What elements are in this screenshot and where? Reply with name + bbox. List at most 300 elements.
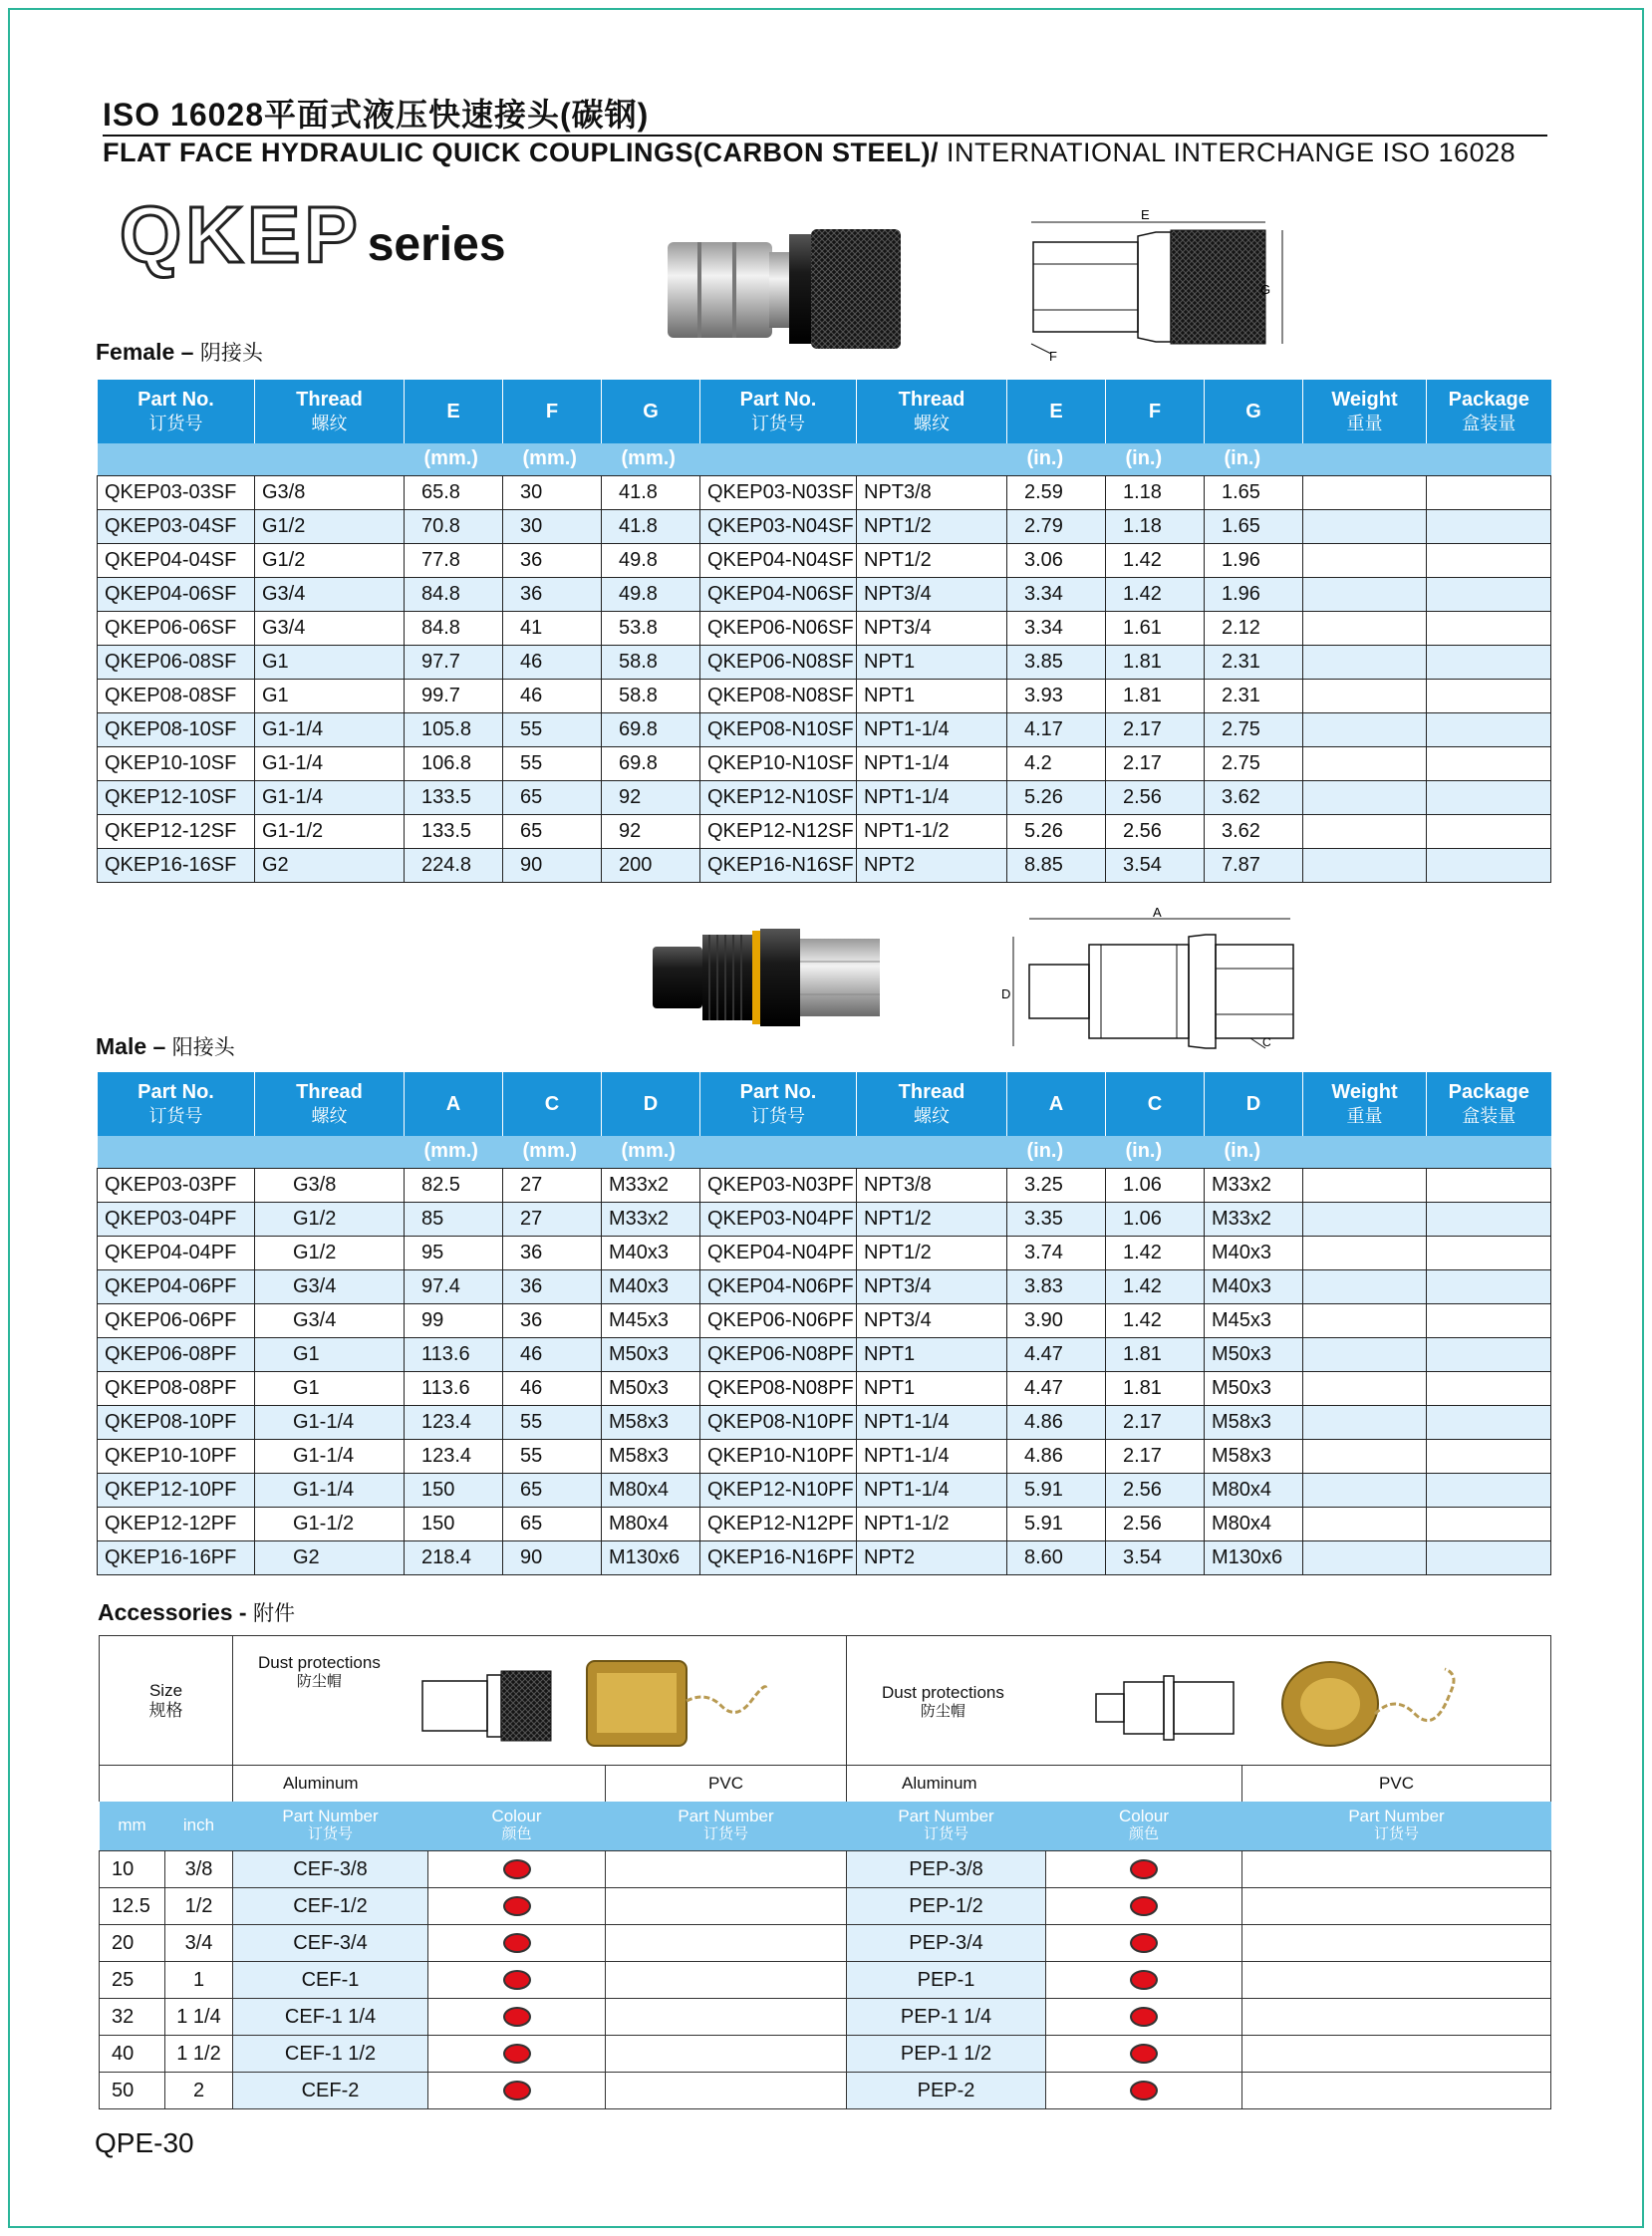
table-cell: 41.8	[602, 509, 700, 543]
table-cell: QKEP12-N12PF	[700, 1507, 857, 1540]
colour-cell-left	[428, 2073, 606, 2109]
col-header-label: Thread	[898, 389, 965, 411]
table-cell: QKEP03-N04SF	[700, 509, 857, 543]
table-cell: QKEP04-06SF	[98, 577, 255, 611]
table-cell	[1303, 1473, 1427, 1507]
table-cell: G1-1/4	[255, 780, 405, 814]
unit-cell: (mm.)	[602, 1136, 700, 1168]
table-cell: 2.31	[1205, 679, 1303, 712]
size-inch-cell: 3/8	[165, 1851, 233, 1888]
page-title-en	[103, 138, 1515, 168]
unit-cell	[857, 1136, 1007, 1168]
table-cell: 2.56	[1106, 1473, 1205, 1507]
col-header-label-cn: 螺纹	[914, 414, 950, 433]
table-cell: QKEP10-10SF	[98, 746, 255, 780]
red-colour-dot	[503, 2007, 531, 2027]
female-col-header	[405, 380, 503, 443]
table-cell: M33x2	[1205, 1168, 1303, 1202]
table-cell: G2	[255, 848, 405, 882]
table-cell: 2.79	[1007, 509, 1106, 543]
unit-cell: (mm.)	[405, 1136, 503, 1168]
table-cell: 1.06	[1106, 1168, 1205, 1202]
pvc-part-number-right	[1242, 1851, 1551, 1888]
table-row	[98, 1507, 1551, 1540]
table-cell: G2	[255, 1540, 405, 1574]
table-cell	[1303, 814, 1427, 848]
table-cell: 27	[503, 1202, 602, 1236]
table-cell: 1.81	[1106, 679, 1205, 712]
table-row	[98, 475, 1551, 509]
table-cell: 113.6	[405, 1371, 503, 1405]
female-col-header	[1205, 380, 1303, 443]
table-cell: 95	[405, 1236, 503, 1269]
female-spec-table	[97, 380, 1551, 883]
female-col-header	[857, 380, 1007, 443]
unit-cell	[1427, 1136, 1551, 1168]
red-colour-dot	[503, 1859, 531, 1879]
table-cell: 36	[503, 577, 602, 611]
pvc-part-number-right	[1242, 1999, 1551, 2036]
aluminum-part-number-left: CEF-2	[233, 2073, 428, 2109]
table-cell	[1427, 1371, 1551, 1405]
table-cell: 123.4	[405, 1439, 503, 1473]
aluminum-part-number-left: CEF-3/8	[233, 1851, 428, 1888]
col-header-label: D	[643, 1093, 659, 1115]
table-cell: NPT1/2	[857, 509, 1007, 543]
male-col-header	[255, 1072, 405, 1136]
table-cell: 70.8	[405, 509, 503, 543]
male-coupling-photo	[648, 917, 887, 1036]
table-row	[98, 1236, 1551, 1269]
female-col-header	[700, 380, 857, 443]
table-cell: 97.7	[405, 645, 503, 679]
col-header-label: A	[1048, 1093, 1064, 1115]
table-cell: 133.5	[405, 780, 503, 814]
table-cell: 3.54	[1106, 848, 1205, 882]
female-col-header	[255, 380, 405, 443]
table-cell: QKEP10-N10PF	[700, 1439, 857, 1473]
part-number-label-cn: 订货号	[703, 1825, 749, 1843]
table-cell: 65	[503, 1507, 602, 1540]
unit-cell: (in.)	[1205, 443, 1303, 475]
table-cell	[1303, 543, 1427, 577]
table-cell: 84.8	[405, 577, 503, 611]
col-header-label: Package	[1448, 1081, 1529, 1103]
table-cell: M58x3	[602, 1439, 700, 1473]
red-colour-dot	[1130, 1859, 1158, 1879]
table-cell: M33x2	[602, 1202, 700, 1236]
table-cell: 65.8	[405, 475, 503, 509]
table-cell: 4.86	[1007, 1439, 1106, 1473]
table-cell: M130x6	[1205, 1540, 1303, 1574]
male-dust-cap-drawing	[1091, 1666, 1240, 1746]
col-header-label: Thread	[898, 1081, 965, 1103]
unit-cell	[255, 1136, 405, 1168]
title-en-bold: FLAT FACE HYDRAULIC QUICK COUPLINGS(CARBON STEEL)/	[103, 138, 939, 167]
male-col-header	[1205, 1072, 1303, 1136]
col-header-label-cn: 订货号	[751, 414, 805, 433]
table-cell: 4.47	[1007, 1371, 1106, 1405]
table-cell: 55	[503, 1439, 602, 1473]
male-dim-label-a: A	[1153, 907, 1162, 920]
col-header-label: G	[643, 401, 659, 422]
table-cell: 150	[405, 1507, 503, 1540]
table-cell: QKEP03-N04PF	[700, 1202, 857, 1236]
table-cell: QKEP12-12SF	[98, 814, 255, 848]
table-cell	[1427, 712, 1551, 746]
accessories-category-row	[100, 1766, 1551, 1802]
table-cell: NPT1-1/4	[857, 746, 1007, 780]
unit-cell: (in.)	[1106, 443, 1205, 475]
table-cell: 46	[503, 1337, 602, 1371]
table-cell: 3.35	[1007, 1202, 1106, 1236]
table-cell: M45x3	[1205, 1303, 1303, 1337]
table-row	[98, 1439, 1551, 1473]
dust-right-label-cn: 防尘帽	[920, 1703, 965, 1720]
part-number-label: Part Number	[1348, 1807, 1445, 1826]
table-cell: NPT1-1/4	[857, 1439, 1007, 1473]
aluminum-part-number-left: CEF-1/2	[233, 1888, 428, 1925]
table-cell: G1-1/2	[255, 814, 405, 848]
table-cell: QKEP06-N08SF	[700, 645, 857, 679]
table-cell: 65	[503, 780, 602, 814]
col-part-number-pvc-right	[1242, 1802, 1551, 1851]
table-cell	[1303, 1303, 1427, 1337]
table-cell	[1303, 746, 1427, 780]
table-cell: QKEP10-10PF	[98, 1439, 255, 1473]
aluminum-part-number-right: PEP-2	[847, 2073, 1046, 2109]
male-col-header	[98, 1072, 255, 1136]
unit-cell: (in.)	[1205, 1136, 1303, 1168]
table-row	[98, 1168, 1551, 1202]
table-cell: 4.17	[1007, 712, 1106, 746]
unit-cell	[98, 443, 255, 475]
table-row	[98, 746, 1551, 780]
part-number-label: Part Number	[282, 1807, 379, 1826]
table-cell: M33x2	[602, 1168, 700, 1202]
table-cell	[1427, 1405, 1551, 1439]
table-row	[98, 509, 1551, 543]
accessories-table	[99, 1635, 1551, 2109]
table-cell: 69.8	[602, 746, 700, 780]
table-row	[100, 2073, 1551, 2109]
col-part-number-aluminum-right	[847, 1802, 1046, 1851]
unit-cell	[255, 443, 405, 475]
red-colour-dot	[503, 1896, 531, 1916]
dust-left-cell	[233, 1636, 847, 1766]
aluminum-part-number-left: CEF-1	[233, 1962, 428, 1999]
table-cell: QKEP03-04SF	[98, 509, 255, 543]
table-cell: NPT3/4	[857, 577, 1007, 611]
size-inch-cell: 1	[165, 1962, 233, 1999]
col-part-number-aluminum-left	[233, 1802, 428, 1851]
col-header-label: C	[1147, 1093, 1163, 1115]
table-cell: 7.87	[1205, 848, 1303, 882]
table-cell: QKEP12-N12SF	[700, 814, 857, 848]
male-col-header	[1007, 1072, 1106, 1136]
table-row	[98, 1202, 1551, 1236]
table-cell	[1303, 1236, 1427, 1269]
table-cell: 5.26	[1007, 814, 1106, 848]
female-col-header	[1106, 380, 1205, 443]
aluminum-part-number-left: CEF-3/4	[233, 1925, 428, 1962]
pvc-part-number-right	[1242, 1888, 1551, 1925]
table-cell: 1.96	[1205, 543, 1303, 577]
col-header-label: E	[446, 401, 460, 422]
table-cell: 2.17	[1106, 712, 1205, 746]
table-cell: M50x3	[602, 1371, 700, 1405]
table-cell: G3/4	[255, 611, 405, 645]
page-title-cn: ISO 16028平面式液压快速接头(碳钢)	[103, 97, 650, 133]
table-cell: 224.8	[405, 848, 503, 882]
table-cell: NPT1-1/2	[857, 814, 1007, 848]
unit-cell	[857, 443, 1007, 475]
col-header-label: C	[544, 1093, 560, 1115]
table-cell: 1.42	[1106, 1269, 1205, 1303]
table-cell: 30	[503, 475, 602, 509]
table-cell: 2.17	[1106, 746, 1205, 780]
series-word: series	[367, 218, 506, 271]
aluminum-part-number-right: PEP-3/4	[847, 1925, 1046, 1962]
table-cell: 97.4	[405, 1269, 503, 1303]
pvc-part-number-right	[1242, 1925, 1551, 1962]
table-cell: M50x3	[1205, 1371, 1303, 1405]
table-cell: 1.42	[1106, 1303, 1205, 1337]
col-colour-right	[1046, 1802, 1242, 1851]
aluminum-part-number-right: PEP-1/2	[847, 1888, 1046, 1925]
table-cell: 49.8	[602, 577, 700, 611]
table-cell: 3.54	[1106, 1540, 1205, 1574]
col-header-label: Weight	[1331, 389, 1398, 411]
table-cell: 99	[405, 1303, 503, 1337]
table-cell: M58x3	[1205, 1405, 1303, 1439]
table-cell: QKEP16-N16PF	[700, 1540, 857, 1574]
unit-cell	[1427, 443, 1551, 475]
table-cell	[1303, 1540, 1427, 1574]
table-cell: 84.8	[405, 611, 503, 645]
table-cell: 150	[405, 1473, 503, 1507]
male-col-header	[1427, 1072, 1551, 1136]
table-cell	[1303, 577, 1427, 611]
table-cell	[1427, 679, 1551, 712]
table-cell	[1303, 1439, 1427, 1473]
table-row	[98, 611, 1551, 645]
table-cell	[1427, 746, 1551, 780]
table-cell: G1/2	[255, 543, 405, 577]
table-cell: M80x4	[1205, 1473, 1303, 1507]
pvc-part-number-left	[606, 2073, 847, 2109]
size-inch-cell: 1/2	[165, 1888, 233, 1925]
table-row	[100, 1851, 1551, 1888]
table-cell: 2.12	[1205, 611, 1303, 645]
dust-right-label: Dust protections	[882, 1683, 1004, 1702]
table-cell	[1427, 509, 1551, 543]
dust-left-label-cn: 防尘帽	[296, 1673, 342, 1690]
col-header-label: Part No.	[739, 1081, 817, 1103]
col-header-label: A	[445, 1093, 461, 1115]
male-col-header	[1106, 1072, 1205, 1136]
dust-left-caption	[258, 1654, 381, 1691]
table-cell	[1427, 1439, 1551, 1473]
category-spacer	[100, 1766, 233, 1802]
table-cell: NPT3/4	[857, 1269, 1007, 1303]
table-cell: G1-1/4	[255, 746, 405, 780]
table-cell	[1303, 780, 1427, 814]
table-cell: 2.56	[1106, 1507, 1205, 1540]
red-colour-dot	[1130, 1970, 1158, 1990]
col-mm: mm	[100, 1802, 165, 1851]
colour-cell-right	[1046, 2036, 1242, 2073]
table-cell: 5.91	[1007, 1473, 1106, 1507]
female-header-row	[98, 380, 1551, 443]
table-cell: 2.59	[1007, 475, 1106, 509]
table-cell: 1.96	[1205, 577, 1303, 611]
table-cell: 105.8	[405, 712, 503, 746]
size-mm-cell: 20	[100, 1925, 165, 1962]
table-cell: 4.2	[1007, 746, 1106, 780]
table-cell: NPT1/2	[857, 1202, 1007, 1236]
col-header-label: Part No.	[739, 389, 817, 411]
part-number-label-cn: 订货号	[307, 1825, 353, 1843]
size-label-cn: 规格	[148, 1700, 183, 1720]
table-cell	[1303, 1507, 1427, 1540]
aluminum-part-number-right: PEP-3/8	[847, 1851, 1046, 1888]
male-dim-label-d: D	[1001, 986, 1011, 1001]
unit-cell: (in.)	[1007, 1136, 1106, 1168]
pvc-part-number-left	[606, 1851, 847, 1888]
pvc-part-number-left	[606, 1962, 847, 1999]
table-row	[98, 577, 1551, 611]
table-cell: NPT1-1/4	[857, 712, 1007, 746]
table-cell: M40x3	[602, 1236, 700, 1269]
table-cell: QKEP04-04PF	[98, 1236, 255, 1269]
table-cell: 30	[503, 509, 602, 543]
table-cell: G3/4	[255, 577, 405, 611]
table-cell: 2.75	[1205, 712, 1303, 746]
table-cell	[1427, 1202, 1551, 1236]
table-row	[100, 1888, 1551, 1925]
table-cell: QKEP03-03SF	[98, 475, 255, 509]
col-header-label: G	[1245, 401, 1261, 422]
female-units-row	[98, 443, 1551, 475]
table-cell: M80x4	[602, 1473, 700, 1507]
dust-right-cell	[847, 1636, 1551, 1766]
table-cell: G1-1/4	[255, 712, 405, 746]
col-header-label-cn: 螺纹	[311, 1106, 348, 1126]
colour-cell-left	[428, 1999, 606, 2036]
pvc-part-number-left	[606, 1888, 847, 1925]
table-cell	[1427, 1168, 1551, 1202]
female-col-header	[1303, 380, 1427, 443]
size-inch-cell: 1 1/2	[165, 2036, 233, 2073]
table-cell: M40x3	[1205, 1236, 1303, 1269]
table-cell: 5.26	[1007, 780, 1106, 814]
table-cell: NPT3/4	[857, 1303, 1007, 1337]
table-cell: G1/2	[255, 509, 405, 543]
accessories-image-row	[100, 1636, 1551, 1766]
male-label-en: Male –	[96, 1033, 172, 1059]
col-header-label-cn: 盒装量	[1462, 414, 1516, 433]
colour-label-cn: 颜色	[501, 1825, 532, 1843]
table-cell: NPT1-1/4	[857, 780, 1007, 814]
colour-cell-right	[1046, 2073, 1242, 2109]
table-cell: NPT1	[857, 1337, 1007, 1371]
accessories-label-en: Accessories -	[98, 1599, 253, 1625]
table-cell: NPT1-1/4	[857, 1473, 1007, 1507]
col-header-label-cn: 订货号	[148, 1106, 203, 1126]
table-cell: QKEP06-N06SF	[700, 611, 857, 645]
table-cell: 99.7	[405, 679, 503, 712]
colour-cell-right	[1046, 1925, 1242, 1962]
table-cell	[1427, 645, 1551, 679]
col-header-label-cn: 盒装量	[1462, 1106, 1516, 1126]
table-cell: NPT1	[857, 645, 1007, 679]
title-rule	[103, 135, 1547, 137]
table-cell: 2.17	[1106, 1439, 1205, 1473]
col-header-label: Weight	[1331, 1081, 1398, 1103]
table-cell: G3/4	[255, 1269, 405, 1303]
table-cell: 3.62	[1205, 814, 1303, 848]
female-col-header	[503, 380, 602, 443]
female-section-label	[96, 337, 263, 367]
unit-cell	[1303, 443, 1427, 475]
table-cell	[1303, 1371, 1427, 1405]
table-cell: 1.42	[1106, 543, 1205, 577]
table-cell: 3.34	[1007, 577, 1106, 611]
col-header-label: Part No.	[138, 389, 214, 411]
table-cell: 90	[503, 1540, 602, 1574]
table-cell: QKEP12-10SF	[98, 780, 255, 814]
table-cell: QKEP08-N08PF	[700, 1371, 857, 1405]
aluminum-part-number-right: PEP-1 1/4	[847, 1999, 1046, 2036]
table-cell: QKEP16-16PF	[98, 1540, 255, 1574]
cat-aluminum-right: Aluminum	[847, 1766, 1242, 1802]
table-row	[98, 780, 1551, 814]
table-cell: 1.06	[1106, 1202, 1205, 1236]
table-cell: G3/8	[255, 475, 405, 509]
table-cell: QKEP04-N04PF	[700, 1236, 857, 1269]
table-cell: 3.06	[1007, 543, 1106, 577]
table-cell	[1303, 848, 1427, 882]
table-cell: M80x4	[1205, 1507, 1303, 1540]
col-header-label-cn: 订货号	[751, 1106, 805, 1126]
red-colour-dot	[1130, 1896, 1158, 1916]
table-row	[98, 1540, 1551, 1574]
table-cell	[1427, 1269, 1551, 1303]
table-cell	[1427, 1337, 1551, 1371]
size-mm-cell: 40	[100, 2036, 165, 2073]
size-mm-cell: 50	[100, 2073, 165, 2109]
table-cell: 3.90	[1007, 1303, 1106, 1337]
table-cell: QKEP16-N16SF	[700, 848, 857, 882]
table-cell: 2.17	[1106, 1405, 1205, 1439]
table-cell: 4.47	[1007, 1337, 1106, 1371]
table-cell: M58x3	[1205, 1439, 1303, 1473]
table-cell: M45x3	[602, 1303, 700, 1337]
table-cell: 133.5	[405, 814, 503, 848]
table-cell	[1427, 780, 1551, 814]
table-cell: G1	[255, 1337, 405, 1371]
table-cell: 41.8	[602, 475, 700, 509]
table-row	[98, 1473, 1551, 1507]
table-cell	[1303, 712, 1427, 746]
size-inch-cell: 1 1/4	[165, 1999, 233, 2036]
table-cell: 113.6	[405, 1337, 503, 1371]
col-header-label-cn: 螺纹	[914, 1106, 950, 1126]
table-row	[98, 1269, 1551, 1303]
table-row	[98, 1337, 1551, 1371]
table-cell: M130x6	[602, 1540, 700, 1574]
